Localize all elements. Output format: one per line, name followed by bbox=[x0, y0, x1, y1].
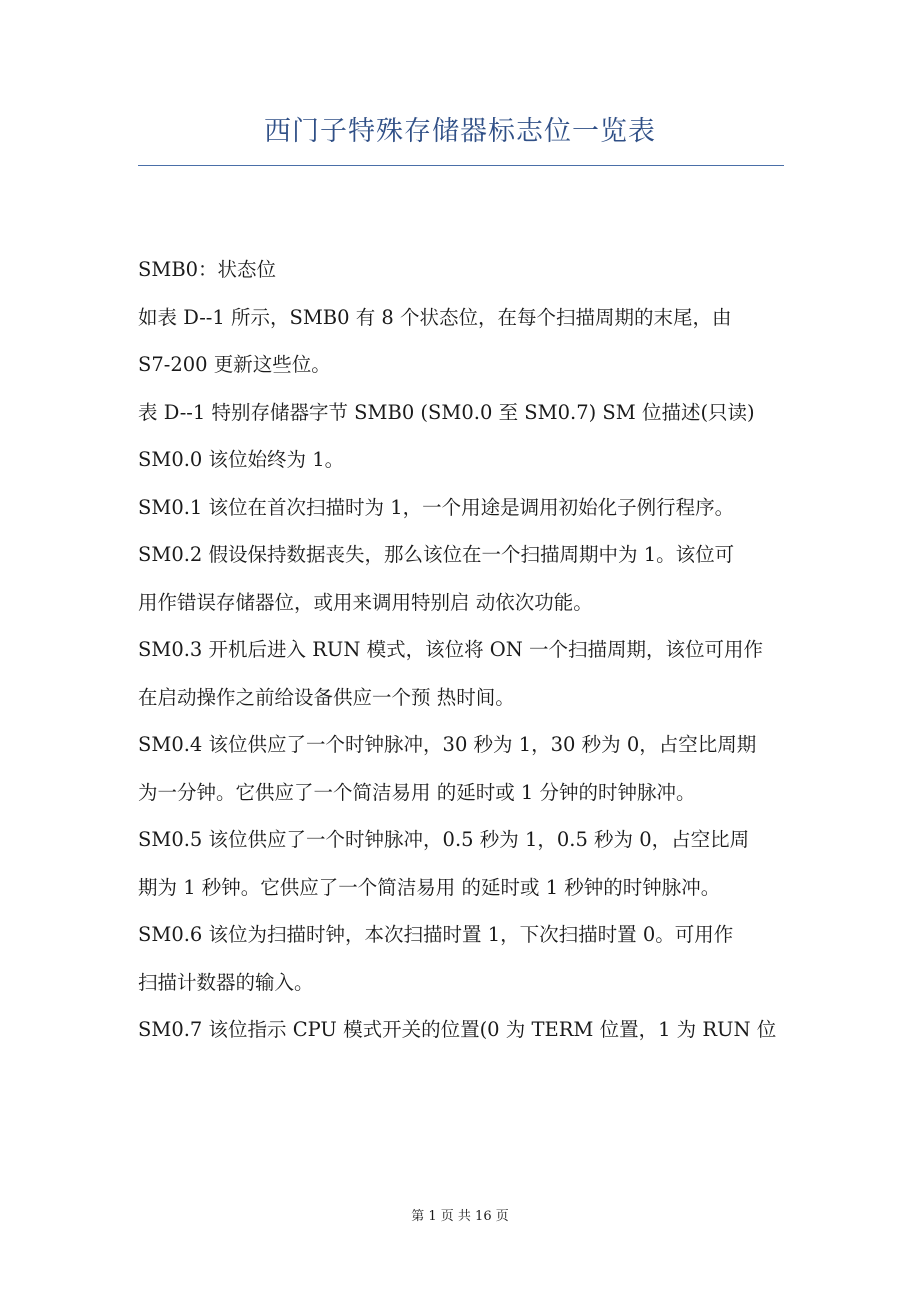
body-line: 表 D--1 特别存储器字节 SMB0 (SM0.0 至 SM0.7) SM 位描述(只读) bbox=[138, 400, 755, 424]
document-title: 西门子特殊存储器标志位一览表 bbox=[264, 116, 656, 147]
body-line: SM0.0 该位始终为 1。 bbox=[138, 448, 345, 471]
body-line: SMB0：状态位 bbox=[138, 258, 277, 281]
body-line: 在启动操作之前给设备供应一个预 热时间。 bbox=[138, 685, 515, 709]
body-line: 如表 D--1 所示，SMB0 有 8 个状态位，在每个扫描周期的末尾，由 bbox=[138, 305, 732, 329]
body-line: SM0.2 假设保持数据丧失，那么该位在一个扫描周期中为 1。该位可 bbox=[138, 543, 735, 566]
body-line: 扫描计数器的输入。 bbox=[138, 970, 314, 994]
document-body bbox=[138, 246, 798, 1054]
page-footer: 第 1 页 共 16 页 bbox=[411, 1209, 509, 1224]
body-line: 为一分钟。它供应了一个简洁易用 的延时或 1 分钟的时钟脉冲。 bbox=[138, 780, 696, 804]
body-line: 用作错误存储器位，或用来调用特别启 动依次功能。 bbox=[138, 590, 593, 614]
body-line: SM0.7 该位指示 CPU 模式开关的位置(0 为 TERM 位置，1 为 RUN 位 bbox=[138, 1018, 777, 1041]
body-line: 期为 1 秒钟。它供应了一个简洁易用 的延时或 1 秒钟的时钟脉冲。 bbox=[138, 875, 721, 899]
body-line: SM0.1 该位在首次扫描时为 1，一个用途是调用初始化子例行程序。 bbox=[138, 495, 735, 519]
body-line: S7-200 更新这些位。 bbox=[138, 353, 331, 376]
title-underline bbox=[138, 165, 784, 166]
body-line: SM0.5 该位供应了一个时钟脉冲，0.5 秒为 1，0.5 秒为 0，占空比周 bbox=[138, 828, 750, 851]
body-line: SM0.6 该位为扫描时钟，本次扫描时置 1，下次扫描时置 0。可用作 bbox=[138, 923, 734, 946]
body-line: SM0.4 该位供应了一个时钟脉冲，30 秒为 1，30 秒为 0，占空比周期 bbox=[138, 733, 757, 756]
body-line: SM0.3 开机后进入 RUN 模式，该位将 ON 一个扫描周期，该位可用作 bbox=[138, 638, 764, 661]
